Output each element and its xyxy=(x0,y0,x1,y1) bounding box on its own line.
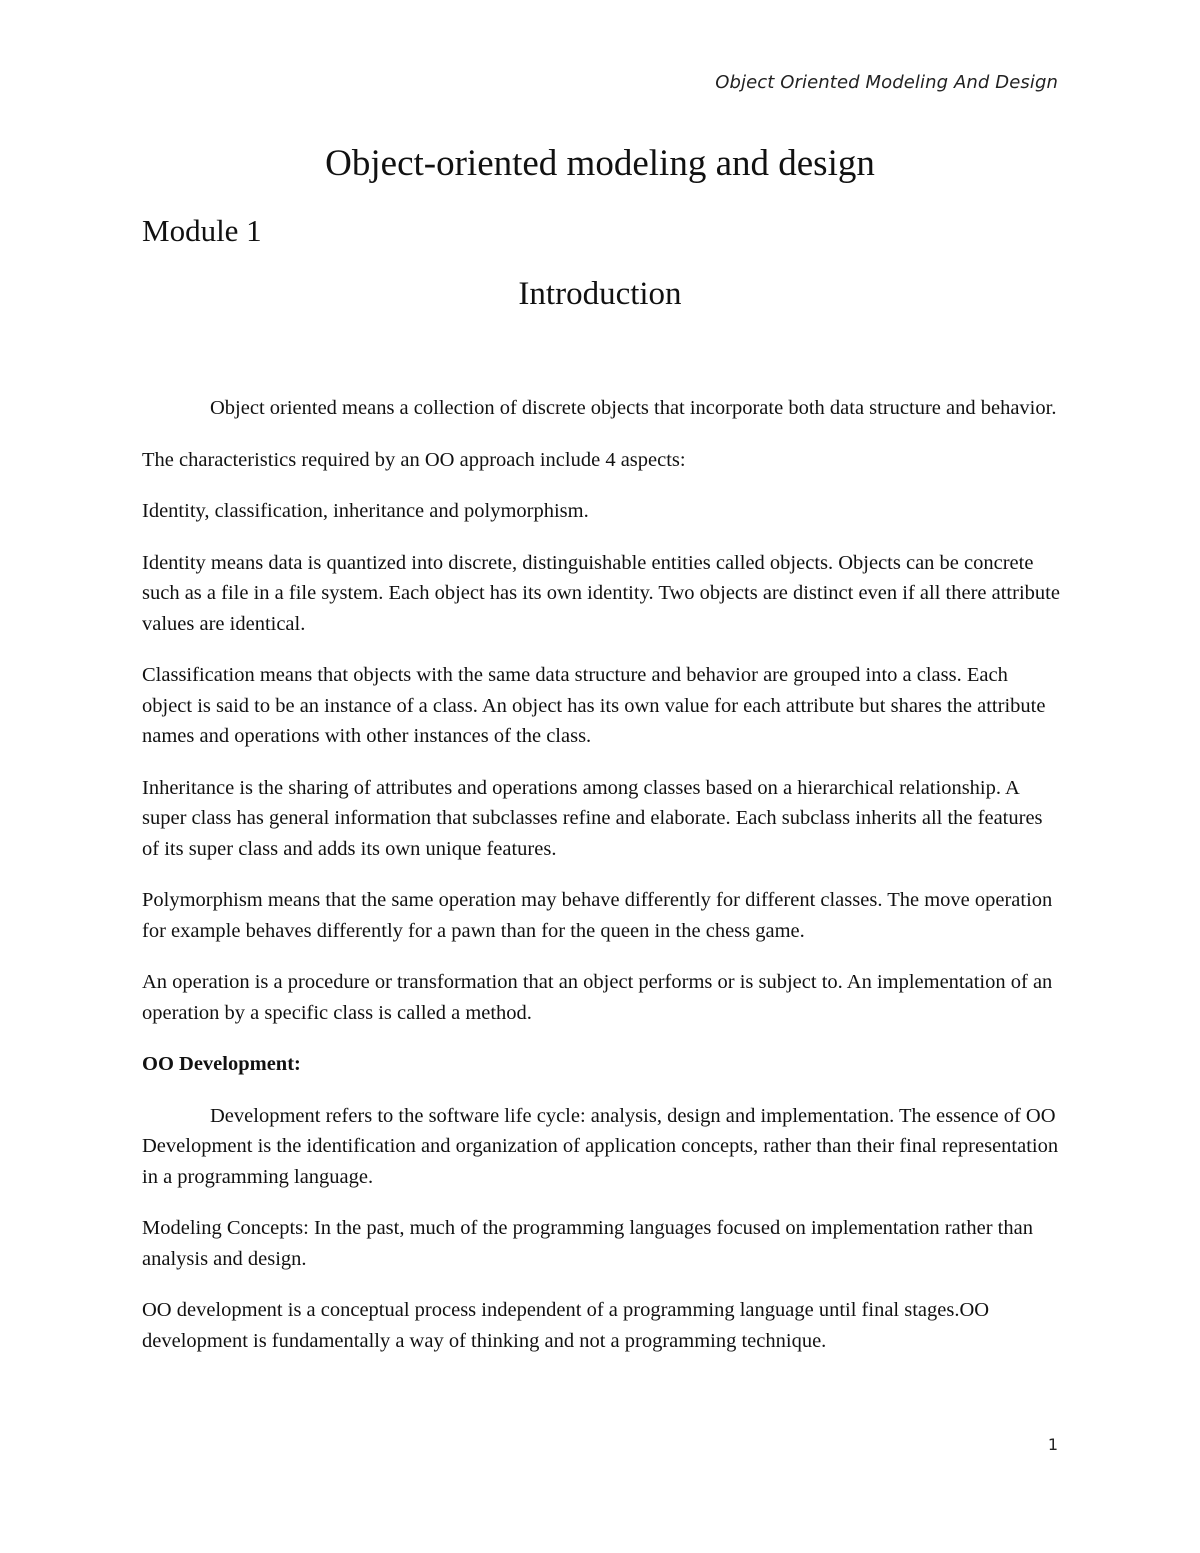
paragraph-characteristics: The characteristics required by an OO approach include 4 aspects: xyxy=(142,448,686,471)
paragraph-inheritance: Inheritance is the sharing of attributes and operations among classes based on a hierarchical relationship. A super class has general information that subclasses refine and elaborate. Each subclass inherits all the features of its super class and adds its own unique features. xyxy=(142,776,1043,860)
paragraph-modeling-concepts: Modeling Concepts: In the past, much of the programming languages focused on implementation rather than analysis and design. xyxy=(142,1217,1033,1270)
subheading-oo-development: OO Development: xyxy=(142,1053,301,1075)
page-number: 1 xyxy=(1047,1435,1058,1454)
paragraph-classification: Classification means that objects with the same data structure and behavior are grouped into a class. Each object is said to be an instance of a class. An object has its own value for each attribute but shares the attribute names and operations with other instances of the class. xyxy=(142,664,1046,747)
paragraph-oo-development-process: OO development is a conceptual process independent of a programming language until final stages.OO development is fundamentally a way of thinking and not a programming technique. xyxy=(142,1299,990,1352)
paragraph-development: Development refers to the software life cycle: analysis, design and implementation. The essence of OO Development is the identification and organization of application concepts, rather than their final representation in a programming language. xyxy=(142,1104,1059,1188)
module-label: Module 1 xyxy=(142,213,262,248)
paragraph-identity: Identity means data is quantized into discrete, distinguishable entities called objects. Objects can be concrete such as a file in a file system. Each object has its own identity. Two objects are distinct even if all there attribute values are identical. xyxy=(142,551,1060,635)
paragraph-aspects-list: Identity, classification, inheritance and polymorphism. xyxy=(142,500,589,522)
paragraph-operation: An operation is a procedure or transformation that an object performs or is subject to. An implementation of an operation by a specific class is called a method. xyxy=(142,971,1053,1024)
running-header: Object Oriented Modeling And Design xyxy=(715,72,1058,93)
body-text xyxy=(142,393,1060,1377)
paragraph-intro: Object oriented means a collection of discrete objects that incorporate both data structure and behavior. xyxy=(210,397,1057,419)
document-title: Object-oriented modeling and design xyxy=(325,143,875,184)
section-title: Introduction xyxy=(518,276,682,312)
paragraph-polymorphism: Polymorphism means that the same operation may behave differently for different classes. The move operation for example behaves differently for a pawn than for the queen in the chess game. xyxy=(142,889,1053,942)
